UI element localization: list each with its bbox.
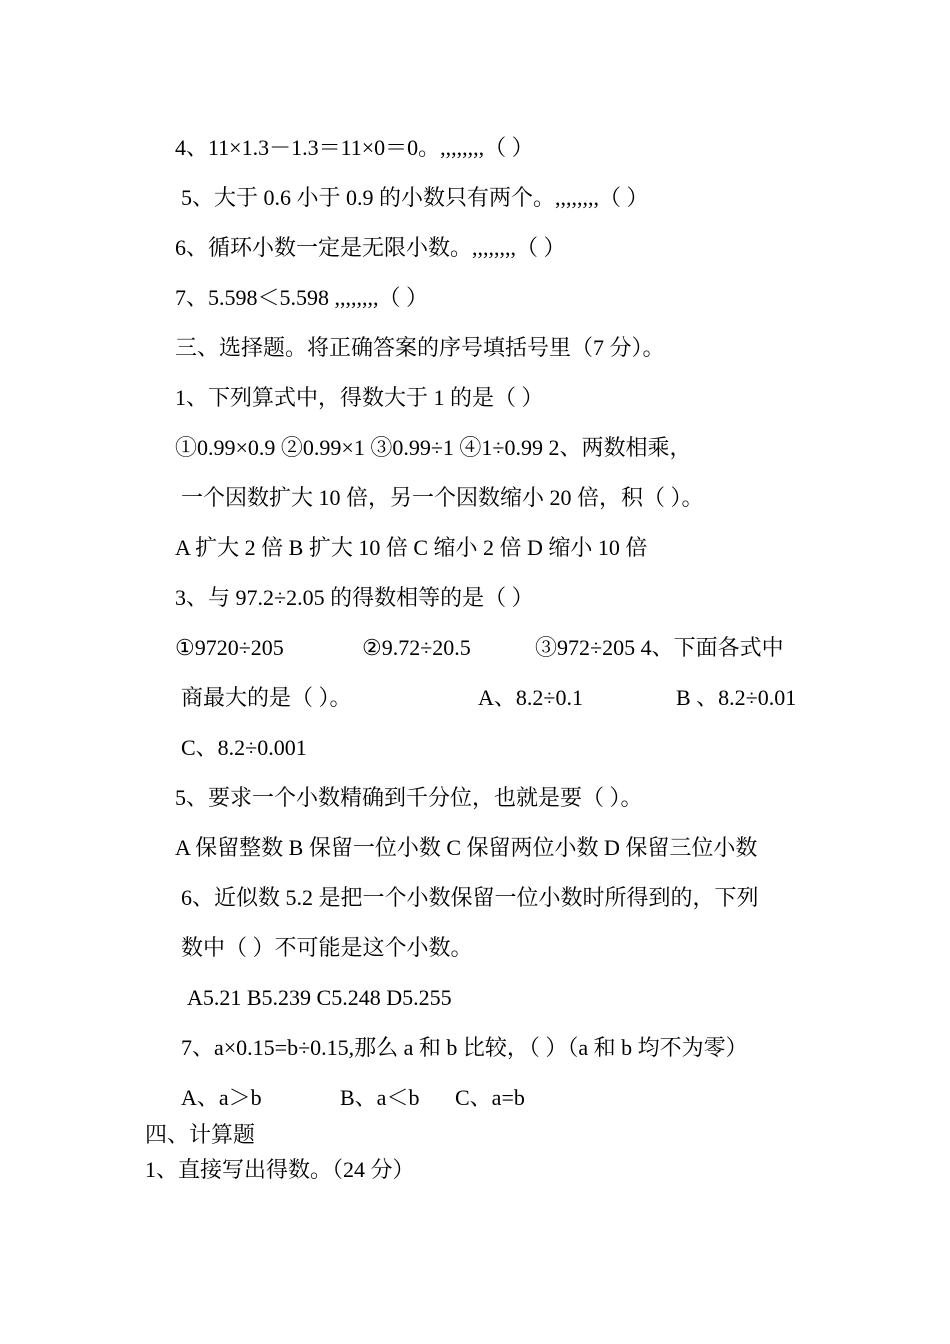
choice-question-4-text: 商最大的是（ ）。 [181,685,352,710]
choice-5-options: A 保留整数 B 保留一位小数 C 保留两位小数 D 保留三位小数 [175,835,758,860]
calc-question-1: 1、直接写出得数。（24 分） [145,1157,415,1182]
choice-4-option-c: C、8.2÷0.001 [181,735,307,760]
choice-7-option-a: A、a＞b [181,1085,262,1110]
choice-question-3: 3、与 97.2÷2.05 的得数相等的是（ ） [175,585,534,610]
section-4-heading: 四、计算题 [145,1122,256,1147]
choice-question-6: 6、近似数 5.2 是把一个小数保留一位小数时所得到的，下列 [181,885,759,910]
choice-question-7: 7、a×0.15=b÷0.15,那么 a 和 b 比较，（ ）（a 和 b 均不为零） [181,1035,748,1060]
judge-item-4: 4、11×1.3－1.3＝11×0＝0。,,,,,,,,（ ） [175,135,534,160]
judge-item-6: 6、循环小数一定是无限小数。,,,,,,,,（ ） [175,235,566,260]
choice-question-6-cont: 数中（ ）不可能是这个小数。 [181,935,473,960]
choice-2-options: A 扩大 2 倍 B 扩大 10 倍 C 缩小 2 倍 D 缩小 10 倍 [175,535,648,560]
choice-7-option-c: C、a=b [455,1085,525,1110]
choice-question-5: 5、要求一个小数精确到千分位，也就是要（ ）。 [175,785,643,810]
choice-4-option-a: A、8.2÷0.1 [478,685,583,710]
choice-3-option-2: ②9.72÷20.5 [362,635,471,660]
choice-4-option-b: B 、8.2÷0.01 [676,685,797,710]
choice-question-2-text: 一个因数扩大 10 倍，另一个因数缩小 20 倍，积（ ）。 [181,485,704,510]
section-3-heading: 三、选择题。将正确答案的序号填括号里（7 分）。 [175,335,665,360]
choice-3-option-3-and-q4: ③972÷205 4、下面各式中 [535,635,784,660]
choice-6-options: A5.21 B5.239 C5.248 D5.255 [187,985,452,1010]
judge-item-5: 5、大于 0.6 小于 0.9 的小数只有两个。,,,,,,,,（ ） [181,185,649,210]
choice-3-option-1: ①9720÷205 [175,635,284,660]
choice-1-options-and-q2: ①0.99×0.9 ②0.99×1 ③0.99÷1 ④1÷0.99 2、两数相乘， [175,435,692,460]
judge-item-7: 7、5.598＜5.598 ,,,,,,,,（ ） [175,285,429,310]
choice-question-1: 1、下列算式中，得数大于 1 的是（ ） [175,385,544,410]
choice-7-option-b: B、a＜b [340,1085,420,1110]
